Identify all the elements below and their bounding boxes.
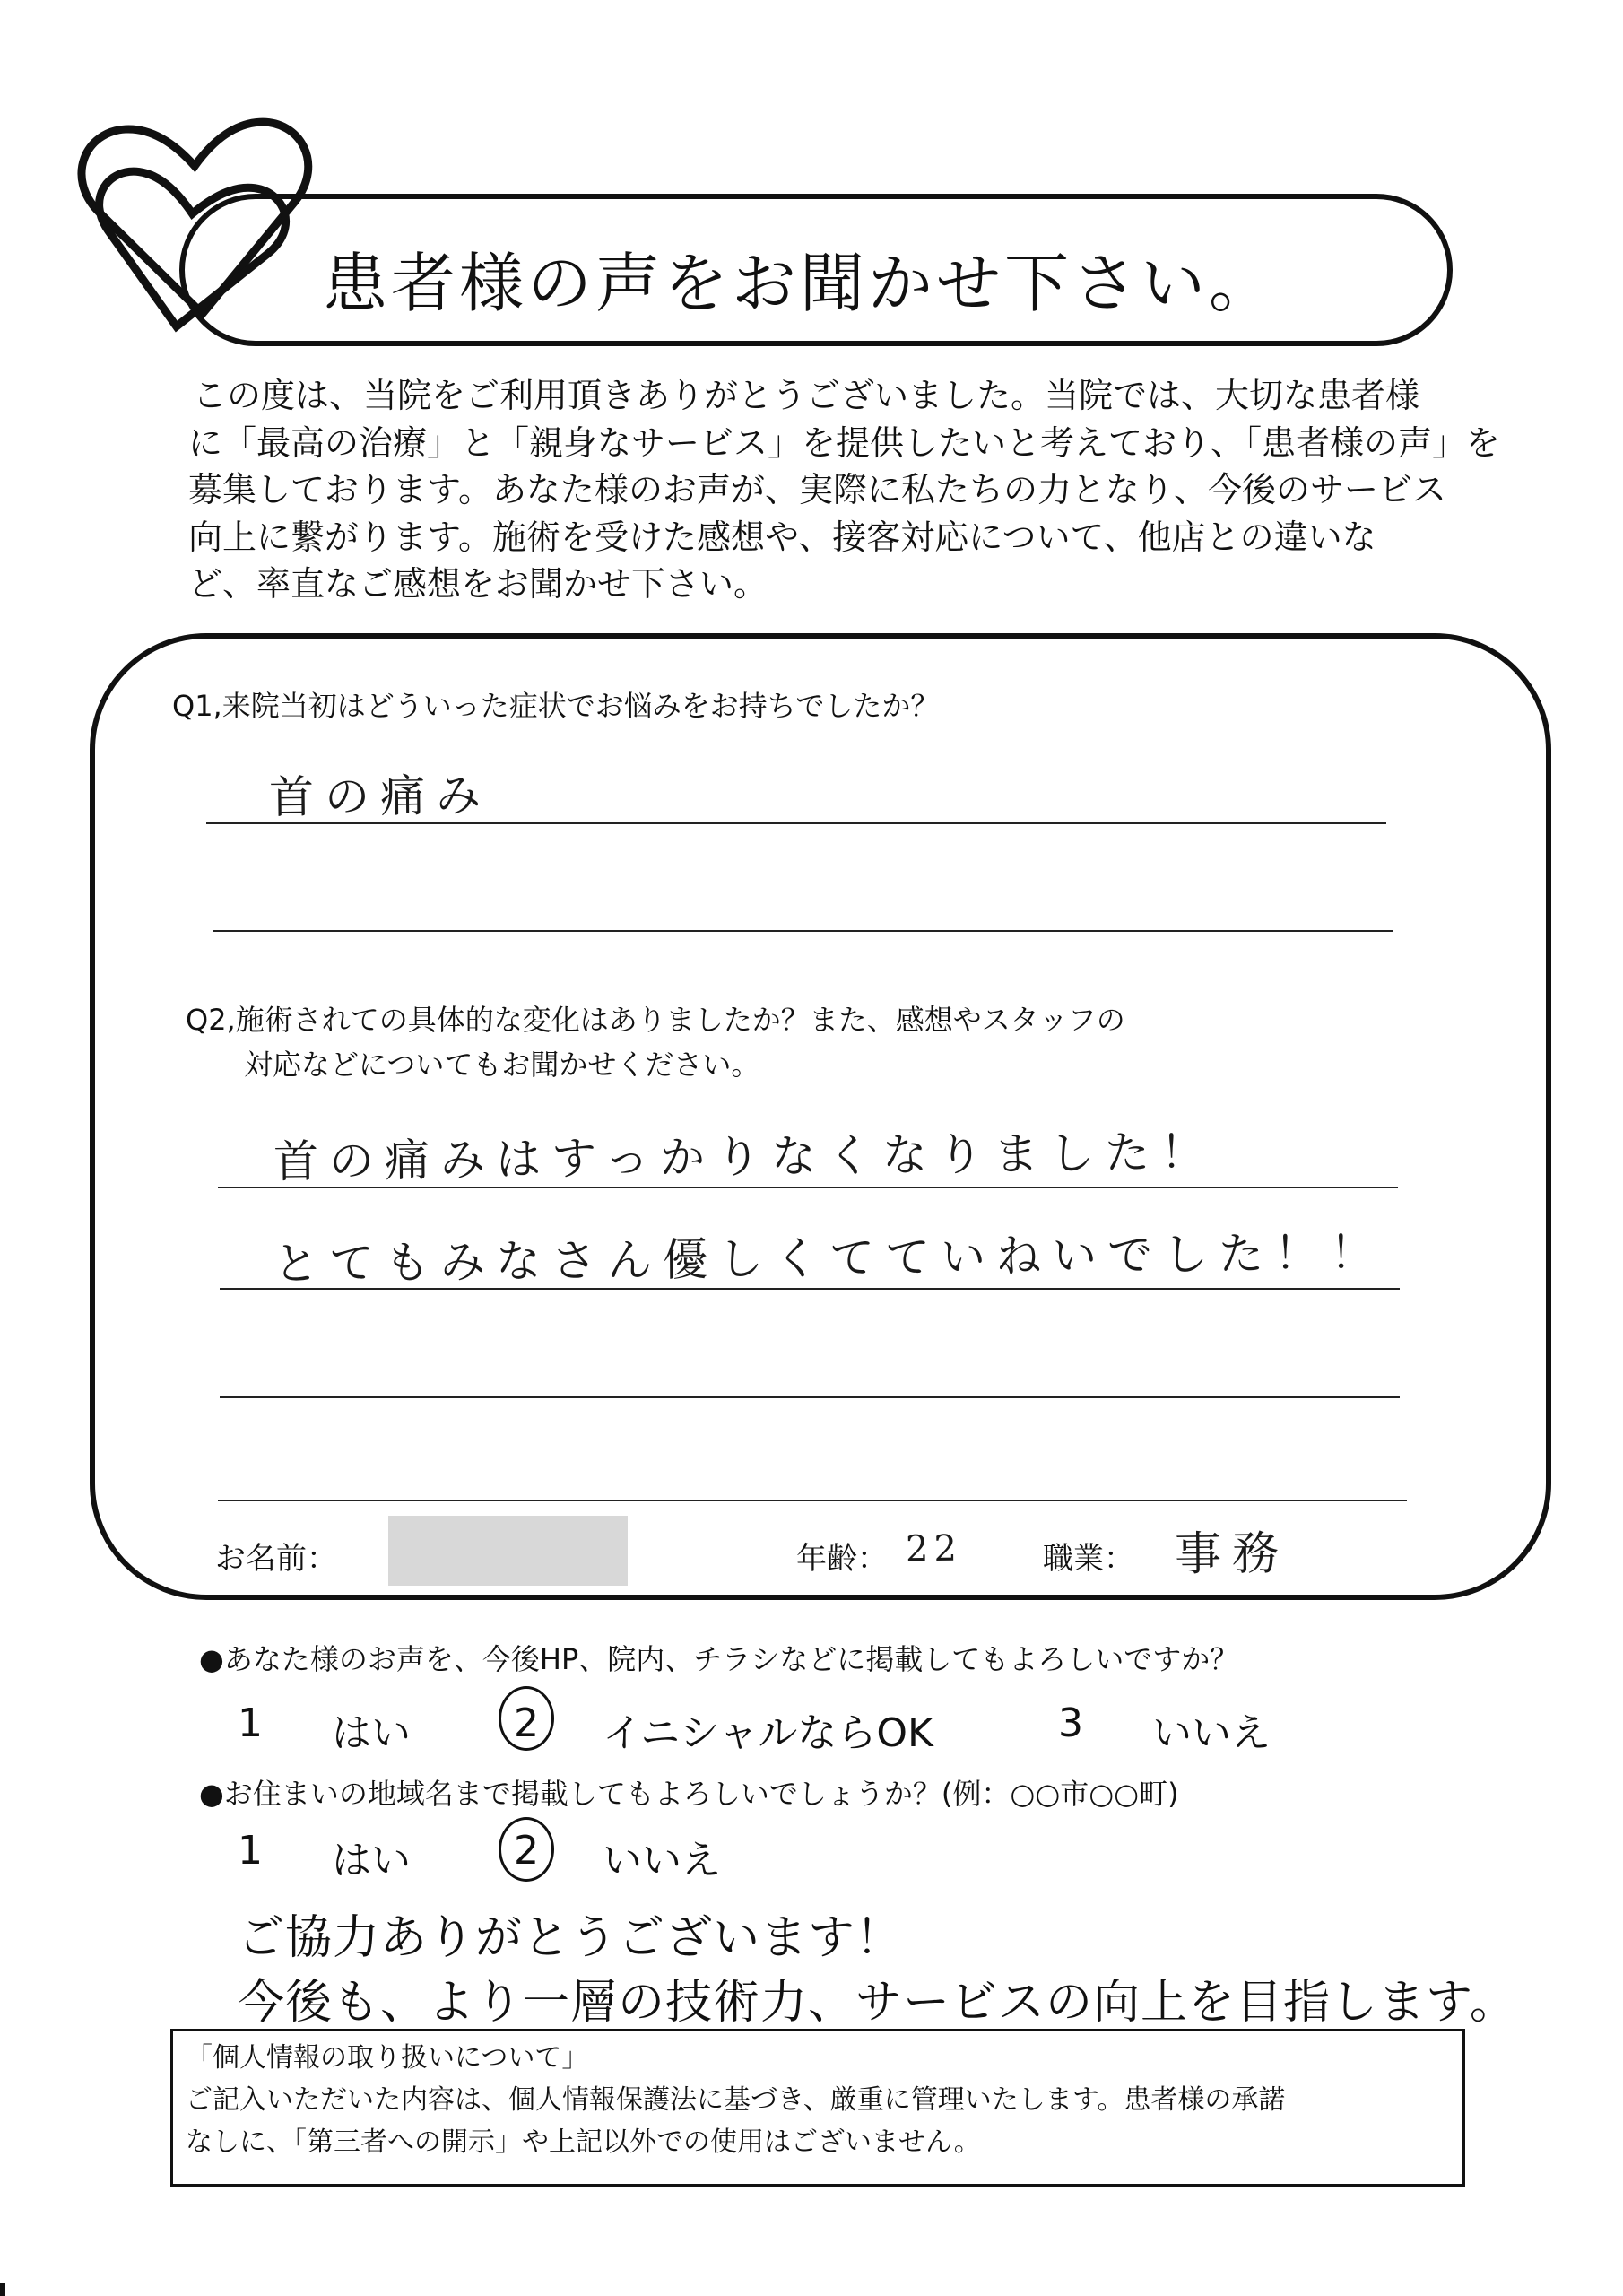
privacy-title: 「個人情報の取り扱いについて」	[186, 2042, 589, 2074]
q1-label: Q1,来院当初はどういった症状でお悩みをお持ちでしたか？	[172, 689, 940, 723]
age-value: 22	[905, 1527, 963, 1570]
job-label: 職業：	[1043, 1541, 1134, 1577]
consent2-option-1-num: 1	[238, 1828, 263, 1874]
intro-line: この度は、当院をご利用頂きありがとうございました。当院では、大切な患者様	[193, 376, 1420, 415]
intro-line: 向上に繋がります。施術を受けた感想や、接客対応について、他店との違いな	[188, 517, 1376, 557]
privacy-text: ご記入いただいた内容は、個人情報保護法に基づき、厳重に管理いたします。患者様の承諾	[186, 2084, 1286, 2116]
q2-answer-line	[220, 1288, 1400, 1290]
name-label: お名前：	[215, 1541, 337, 1577]
q2-answer-line	[218, 1500, 1407, 1501]
q1-answer-line	[213, 930, 1393, 932]
scan-edge-mark	[0, 2283, 5, 2296]
consent1-option-2-label: イニシャルならOK	[603, 1710, 933, 1756]
q2-label: Q2,施術されての具体的な変化はありましたか？また、感想やスタッフの	[186, 1003, 1125, 1037]
consent2-question: ●お住まいの地域名まで掲載してもよろしいでしょうか？(例：○○市○○町)	[199, 1777, 1179, 1811]
page-title: 患者様の声をお聞かせ下さい。	[323, 246, 1278, 321]
q2-label: 対応などについてもお聞かせください。	[244, 1048, 760, 1082]
consent2-option-1-label: はい	[332, 1838, 411, 1883]
consent1-option-1-num: 1	[238, 1700, 263, 1746]
consent1-option-3-num: 3	[1058, 1700, 1083, 1746]
job-value: 事務	[1174, 1526, 1290, 1582]
consent1-option-2-num: 2	[514, 1700, 539, 1746]
q2-answer-line	[218, 1187, 1398, 1188]
consent1-option-3-label: いいえ	[1152, 1710, 1271, 1756]
consent2-option-2-num: 2	[514, 1828, 539, 1874]
q2-answer-line	[220, 1396, 1400, 1398]
closing-thanks: ご協力ありがとうございます！	[238, 1911, 904, 1965]
q2-answer: 首の痛みはすっかりなくなりました！	[273, 1126, 1217, 1188]
q2-answer: とてもみなさん優しくてていねいでした！！	[273, 1226, 1386, 1291]
intro-paragraph	[188, 372, 1501, 608]
q1-answer-line	[206, 822, 1386, 824]
q1-answer: 首の痛み	[268, 769, 492, 824]
consent2-option-2-label: いいえ	[603, 1838, 721, 1883]
name-redaction	[388, 1516, 628, 1586]
consent1-option-1-label: はい	[332, 1710, 411, 1756]
closing-message: 今後も、より一層の技術力、サービスの向上を目指します。	[238, 1976, 1517, 2030]
intro-line: 募集しております。あなた様のお声が、実際に私たちの力となり、今後のサービス	[188, 470, 1446, 509]
privacy-notice	[170, 2029, 1465, 2187]
consent1-question: ●あなた様のお声を、今後HP、院内、チラシなどに掲載してもよろしいですか？	[199, 1642, 1239, 1676]
intro-line: に「最高の治療」と「親身なサービス」を提供したいと考えており、「患者様の声」を	[188, 422, 1501, 463]
intro-line: ど、率直なご感想をお聞かせ下さい。	[188, 564, 768, 604]
age-label: 年齢：	[796, 1541, 888, 1577]
privacy-text: なしに、「第三者への開示」や上記以外での使用はございません。	[186, 2126, 981, 2158]
